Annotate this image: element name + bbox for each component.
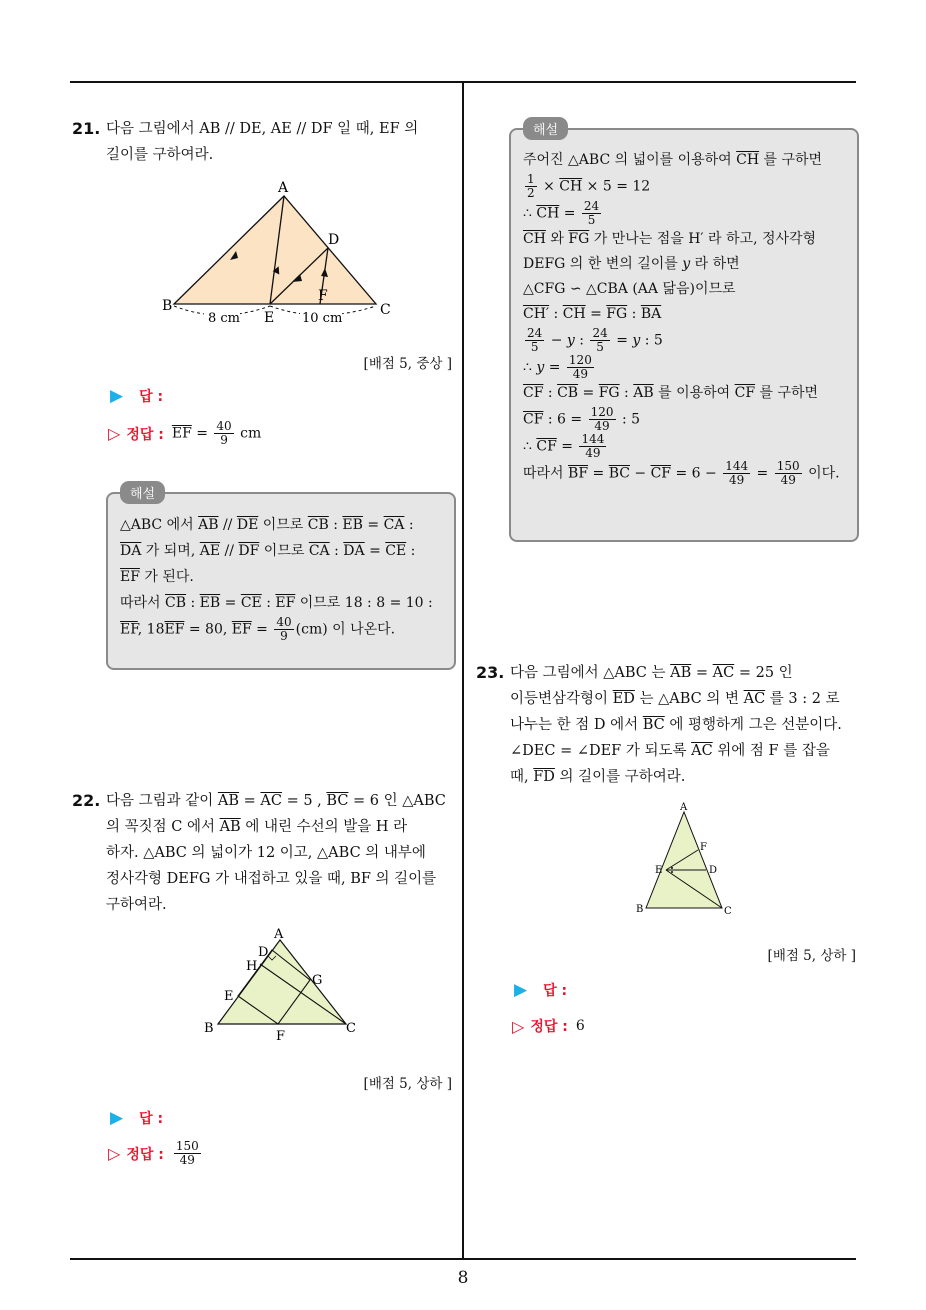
score-23: [배점 5, 상하 ] xyxy=(767,948,856,964)
play-arrow-icon: ▶ xyxy=(514,980,528,1000)
point-label: D xyxy=(709,865,718,876)
problem-number: 23. xyxy=(476,663,505,682)
answer-label: 답 : xyxy=(139,1111,164,1127)
figure-23 xyxy=(630,800,750,920)
score-22: [배점 5, 상하 ] xyxy=(363,1076,452,1092)
solution-line: DEFG 의 한 변의 길이를 y 라 하면 xyxy=(523,256,740,272)
answer-row-21 xyxy=(110,386,163,406)
score-21: [배점 5, 중상 ] xyxy=(363,356,452,372)
solution-line: ∴ $\overline{CH}$ = $\frac{24}{5}$ xyxy=(523,199,600,227)
angle-dot xyxy=(671,871,673,873)
solution-box-22 xyxy=(509,123,859,542)
outline-arrow-icon: ▷ xyxy=(512,1016,525,1036)
triangle-abc xyxy=(218,940,346,1024)
point-label: F xyxy=(700,842,707,853)
solution-line: $\overline{EF}$, $18\overline{EF} = 80$, $\overline{EF}$ = $\frac{40}{9}$ (cm) 이 나온다. xyxy=(120,615,396,643)
correct-answer: 6 xyxy=(575,1018,585,1034)
solution-line: ∴ y = $\frac{120}{49}$ xyxy=(523,353,592,381)
point-label: G xyxy=(312,973,323,988)
correct-answer: $\frac{150}{49}$ xyxy=(175,1139,199,1167)
problem-text: 다음 그림에서 △ABC 는 $\overline{AB} = \overline{AC} = 25$ 인 이등변삼각형이 $\overline{ED}$ 는 △ABC 의 변 $\overline{AC}$ 를 3 : 2 로 나누는 한 점 D 에서 $\overline{BC}$ 에 평행하게 그은 선분이다. ∠DEC = ∠DEF 가 되도록 $\overline{AC}$ 위에 점 F 를 잡을 때, $\overline{FD}$ 의 길이를 구하여라. xyxy=(510,665,842,785)
point-label: H xyxy=(246,959,258,974)
point-label: B xyxy=(204,1021,214,1036)
triangle-abc xyxy=(174,196,376,304)
point-label: F xyxy=(276,1029,286,1044)
solution-line: $\overline{CF}$ : $\overline{CB} = \overline{FG}$ : $\overline{AB}$ 를 이용하여 $\overline{CF}$ 를 구하면 xyxy=(523,385,819,401)
figure-21 xyxy=(160,178,400,328)
solution-line: $\overline{EF}$ 가 된다. xyxy=(120,569,194,585)
point-label: C xyxy=(346,1021,356,1036)
problem-21 xyxy=(72,116,457,168)
point-label: D xyxy=(258,945,269,960)
solution-body xyxy=(511,130,857,497)
problem-text: 다음 그림과 같이 $\overline{AB} = \overline{AC} = 5$ , $\overline{BC} = 6$ 인 △ABC 의 꼭짓점 C 에서 $\overline{AB}$ 에 내린 수선의 발을 H 라 하자. △ABC 의 넓이가 12 이고, △ABC 의 내부에 정사각형 DEFG 가 내접하고 있을 때, BF 의 길이를 구하여라. xyxy=(106,793,446,913)
correct-label: 정답 : xyxy=(126,426,164,443)
figure-22 xyxy=(200,926,370,1046)
solution-line: $\frac{1}{2}$ × $\overline{CH} \times 5 = 12$ xyxy=(527,172,651,200)
solution-line: △ABC 에서 $\overline{AB} // \overline{DE}$ 이므로 $\overline{CB}$ : $\overline{EB} = \overline{CA}$ : xyxy=(120,517,414,533)
answer-row-22 xyxy=(110,1108,163,1128)
problem-number: 21. xyxy=(72,119,101,138)
point-label: B xyxy=(636,904,644,915)
answer-label: 답 : xyxy=(543,983,568,999)
correct-answer: $\overline{EF}$ = $\frac{40}{9}$ cm xyxy=(171,419,262,447)
point-label: E xyxy=(655,865,663,876)
point-label: F xyxy=(318,288,328,304)
solution-line: 따라서 $\overline{CB}$ : $\overline{EB} = \overline{CE}$ : $\overline{EF}$ 이므로 18 : 8 = 10 : xyxy=(120,595,433,611)
point-label: E xyxy=(224,989,234,1004)
correct-row-21 xyxy=(108,420,261,447)
solution-line: 주어진 △ABC 의 넓이를 이용하여 $\overline{CH}$ 를 구하면 xyxy=(523,152,823,168)
solution-line: $\overline{DA}$ 가 되며, $\overline{AE} // \overline{DF}$ 이므로 $\overline{CA}$ : $\overline{DA} = \overline{CE}$ : xyxy=(120,543,416,559)
problem-text: 다음 그림에서 AB // DE, AE // DF 일 때, EF 의 길이를 구하여라. xyxy=(106,121,419,163)
play-arrow-icon: ▶ xyxy=(110,1108,124,1128)
solution-line: 따라서 $\overline{BF} = \overline{BC} - \overline{CF} = 6$ − $\frac{144}{49}$ = $\frac{150}{49}$ 이다. xyxy=(523,459,840,487)
solution-line: △CFG ∽ △CBA (AA 닮음)이므로 xyxy=(523,281,736,297)
solution-box-21 xyxy=(106,487,456,670)
solution-line: $\frac{24}{5}$ − y : $\frac{24}{5}$ = y : 5 xyxy=(527,326,663,354)
solution-body xyxy=(108,494,454,653)
point-label: D xyxy=(328,232,340,248)
point-label: C xyxy=(724,906,732,917)
outline-arrow-icon: ▷ xyxy=(108,1144,121,1163)
length-label: 8 cm xyxy=(208,311,241,326)
point-label: A xyxy=(274,927,284,942)
correct-label: 정답 : xyxy=(530,1019,568,1035)
length-label: 10 cm xyxy=(302,311,343,326)
solution-line: CH′ : $\overline{CH} = \overline{FG}$ : $\overline{BA}$ xyxy=(523,306,662,322)
triangle-abc xyxy=(646,812,722,908)
column-divider xyxy=(462,82,464,1260)
solution-tag: 해설 xyxy=(120,481,165,504)
point-label: A xyxy=(278,180,289,196)
solution-tag: 해설 xyxy=(523,117,568,140)
page-number: 8 xyxy=(457,1268,469,1288)
correct-label: 정답 : xyxy=(126,1146,164,1163)
play-arrow-icon: ▶ xyxy=(110,386,124,406)
outline-arrow-icon: ▷ xyxy=(108,424,121,443)
solution-line: $\overline{CH}$ 와 $\overline{FG}$ 가 만나는 점을 H′ 라 하고, 정사각형 xyxy=(523,231,817,247)
answer-label: 답 : xyxy=(139,389,164,405)
solution-line: $\overline{CF}$ : 6 = $\frac{120}{49}$ : 5 xyxy=(523,405,641,433)
solution-line: ∴ $\overline{CF}$ = $\frac{144}{49}$ xyxy=(523,432,605,460)
problem-22 xyxy=(72,788,457,918)
correct-row-22 xyxy=(108,1140,203,1167)
answer-row-23 xyxy=(514,980,567,1000)
point-label: A xyxy=(680,802,688,813)
correct-row-23 xyxy=(512,1016,585,1036)
problem-number: 22. xyxy=(72,791,101,810)
point-label: B xyxy=(162,298,173,314)
point-label: E xyxy=(264,310,275,326)
angle-dot xyxy=(671,867,673,869)
problem-23 xyxy=(476,660,866,790)
point-label: C xyxy=(380,302,391,318)
